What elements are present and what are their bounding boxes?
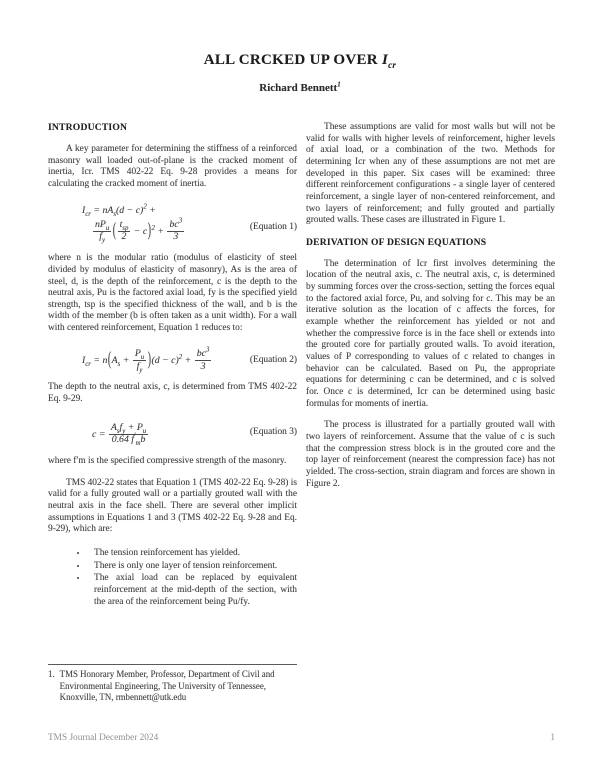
footnote-body	[48, 669, 297, 704]
math-token: A	[111, 354, 118, 366]
paragraph: These assumptions are valid for most walls but will not be valid for walls with higher levels of reinforcement, higher levels of axial load, or a combination of the two. Methods for determining Icr when any of these assumptions are not met are developed in this paper. Six cases will be examined: three different reinforcement configurations - a single layer of centered reinforcement, a single layer of non-centered reinforcement, and two layers of reinforcement; and fully grouted and partially grouted walls. These cases are illustrated in Figure 1.	[306, 122, 555, 226]
author-name: Richard Bennett	[259, 82, 338, 94]
math-token: d − c	[154, 354, 176, 366]
author-footnote-mark: 1	[337, 80, 341, 89]
fraction	[118, 220, 131, 244]
math-token: nA	[102, 204, 114, 216]
math-token: 0.64 $f'_mb$	[111, 432, 146, 448]
right-column	[306, 122, 555, 704]
equation-2	[48, 346, 297, 374]
math-token: (	[151, 354, 155, 366]
page-title	[0, 52, 600, 69]
list-item: • The axial load can be replaced by equivalent reinforcement at the mid-depth of the section, with the area of the reinforcement being Pu/fy.	[88, 573, 297, 608]
math-token: cr	[85, 210, 91, 218]
section-heading-introduction: INTRODUCTION	[48, 122, 128, 133]
math-token: )	[175, 354, 179, 366]
footnote-text: TMS Honorary Member, Professor, Department of Civil and Environmental Engineering, The University of Tennessee, Knoxville, TN, rmbennett@utk.edu	[59, 669, 275, 703]
math-token: 3	[173, 231, 179, 243]
math-token: s	[113, 210, 117, 218]
assumption-list	[48, 548, 297, 609]
math-token: $bc^3$	[167, 220, 184, 232]
equation-label: (Equation 1)	[249, 221, 297, 232]
title-text: ALL CRCKED UP OVER	[203, 52, 382, 68]
math-token: 2	[121, 231, 127, 243]
paragraph: The depth to the neutral axis, c, is determined from TMS 402-22 Eq. 9-29.	[48, 382, 297, 404]
close-paren: )	[147, 349, 151, 371]
equation-3	[48, 420, 297, 447]
title-math-var: I	[381, 52, 389, 68]
left-column	[48, 122, 297, 704]
math-token: s	[117, 360, 121, 368]
math-token: =	[93, 204, 101, 216]
equation-1-body	[48, 205, 250, 244]
math-token: =	[98, 428, 106, 440]
math-token: −	[133, 225, 141, 237]
math-token: )	[140, 204, 144, 216]
fraction	[109, 423, 148, 447]
footnote-number: 1.	[48, 669, 55, 680]
open-paren: (	[107, 349, 112, 371]
math-token: cr	[85, 360, 91, 368]
paragraph: TMS 402-22 states that Equation 1 (TMS 402-22 Eq. 9-28) is valid for a fully grouted wall or a partially grouted wall with the neutral axis in the face shell. There are several other implicit assumptions in Equations 1 and 3 (TMS 402-22 Eq. 9-28 and Eq. 9-29), which are:	[48, 477, 297, 535]
math-token: +	[122, 354, 130, 366]
math-token: I	[82, 354, 86, 366]
equation-label: (Equation 3)	[249, 427, 297, 438]
math-token: (	[116, 204, 120, 216]
fraction	[133, 349, 146, 373]
list-item: • The tension reinforcement has yielded.	[88, 548, 297, 560]
footer-page-number: 1	[550, 733, 555, 743]
paragraph: where f′m is the specified compressive strength of the masonry.	[48, 456, 287, 467]
math-token: n	[102, 354, 108, 366]
footnote	[48, 664, 297, 704]
fraction	[195, 346, 212, 373]
title-math-sub: cr	[388, 60, 397, 70]
math-token: 2	[143, 203, 147, 211]
math-token: $f_y$	[136, 360, 143, 374]
equation-1	[48, 205, 297, 244]
math-token: $f_y$	[99, 231, 106, 245]
math-token: 2	[178, 353, 183, 361]
math-token: $nP_u$	[95, 218, 110, 232]
equation-line	[48, 217, 250, 245]
section-heading-derivation: DERIVATION OF DESIGN EQUATIONS	[306, 236, 487, 248]
math-token: +	[149, 204, 156, 216]
two-column-layout	[48, 122, 555, 704]
open-paren: (	[112, 220, 117, 242]
equation-2-body	[48, 346, 250, 374]
equation-label: (Equation 2)	[249, 354, 297, 365]
title-block	[0, 0, 600, 94]
page-footer	[48, 733, 555, 743]
math-token: 2	[151, 224, 155, 232]
math-token: +	[157, 225, 164, 237]
math-token: c	[92, 428, 97, 440]
math-token: +	[184, 354, 192, 366]
math-token: d − c	[119, 204, 141, 216]
footer-journal-label: TMS Journal December 2024	[48, 733, 159, 743]
equation-3-body	[48, 420, 250, 447]
math-token: I	[82, 204, 86, 216]
math-token: c	[142, 225, 148, 237]
author-line	[0, 82, 600, 94]
math-token: $t_{sp}$	[119, 218, 129, 232]
paragraph: The process is illustrated for a partially grouted wall with two layers of reinforcement. Assume that the value of c is such that the compression stress block is in the grouted core and the top layer of reinforcement (nearest the compression face) has not yielded. The cross-section, strain diagram and forces are shown in Figure 2.	[306, 420, 555, 489]
paragraph: where n is the modular ratio (modulus of elasticity of steel divided by modulus of elasticity of masonry), As is the area of steel, d, is the depth of the reinforcement, c is the depth to the neutral axis, Pu is the factored axial load, fy is the specified yield strength, tsp is the specified thickness of the wall, and b is the width of the member (b is often taken as a unit width). For a wall with centered reinforcement, Equation 1 reduces to:	[48, 253, 297, 334]
math-token: $bc^3$	[195, 349, 212, 361]
equation-line	[48, 346, 250, 374]
math-token: $P_u$	[134, 347, 145, 361]
paragraph: A key parameter for determining the stiffness of a reinforced masonry wall loaded out-of-plane is the cracked moment of inertia, Icr. TMS 402-22 Eq. 9-28 provides a means for calculating the cracked moment of inertia.	[48, 143, 297, 189]
equation-line	[48, 205, 250, 217]
fraction	[93, 220, 111, 244]
math-token: $A_sf_y + P_u$	[110, 421, 147, 435]
math-token: 3	[200, 360, 206, 372]
fraction	[167, 217, 184, 244]
equation-line	[48, 423, 250, 447]
close-paren: )	[147, 220, 151, 242]
footnote-divider	[48, 664, 297, 665]
paragraph: The determination of Icr first involves determining the location of the neutral axis, c. The neutral axis, c, is determined by summing forces over the cross-section, setting the forces equal to the factored axial force, Pu, and solving for c. This may be an iterative solution as the location of c affects the forces, for example whether the reinforcement has yielded or not and whether the compressive force is in the face shell or extends into the grouted core for partially grouted walls. To avoid iteration, values of P corresponding to values of c related to changes in behavior can be calculated. Based on Pu, the appropriate equations for determining c can be determined, and c is solved for. Once c is determined, Icr can be determined using basic formulas for moments of inertia.	[306, 258, 555, 409]
list-item: • There is only one layer of tension reinforcement.	[88, 561, 297, 573]
math-token: =	[93, 354, 101, 366]
